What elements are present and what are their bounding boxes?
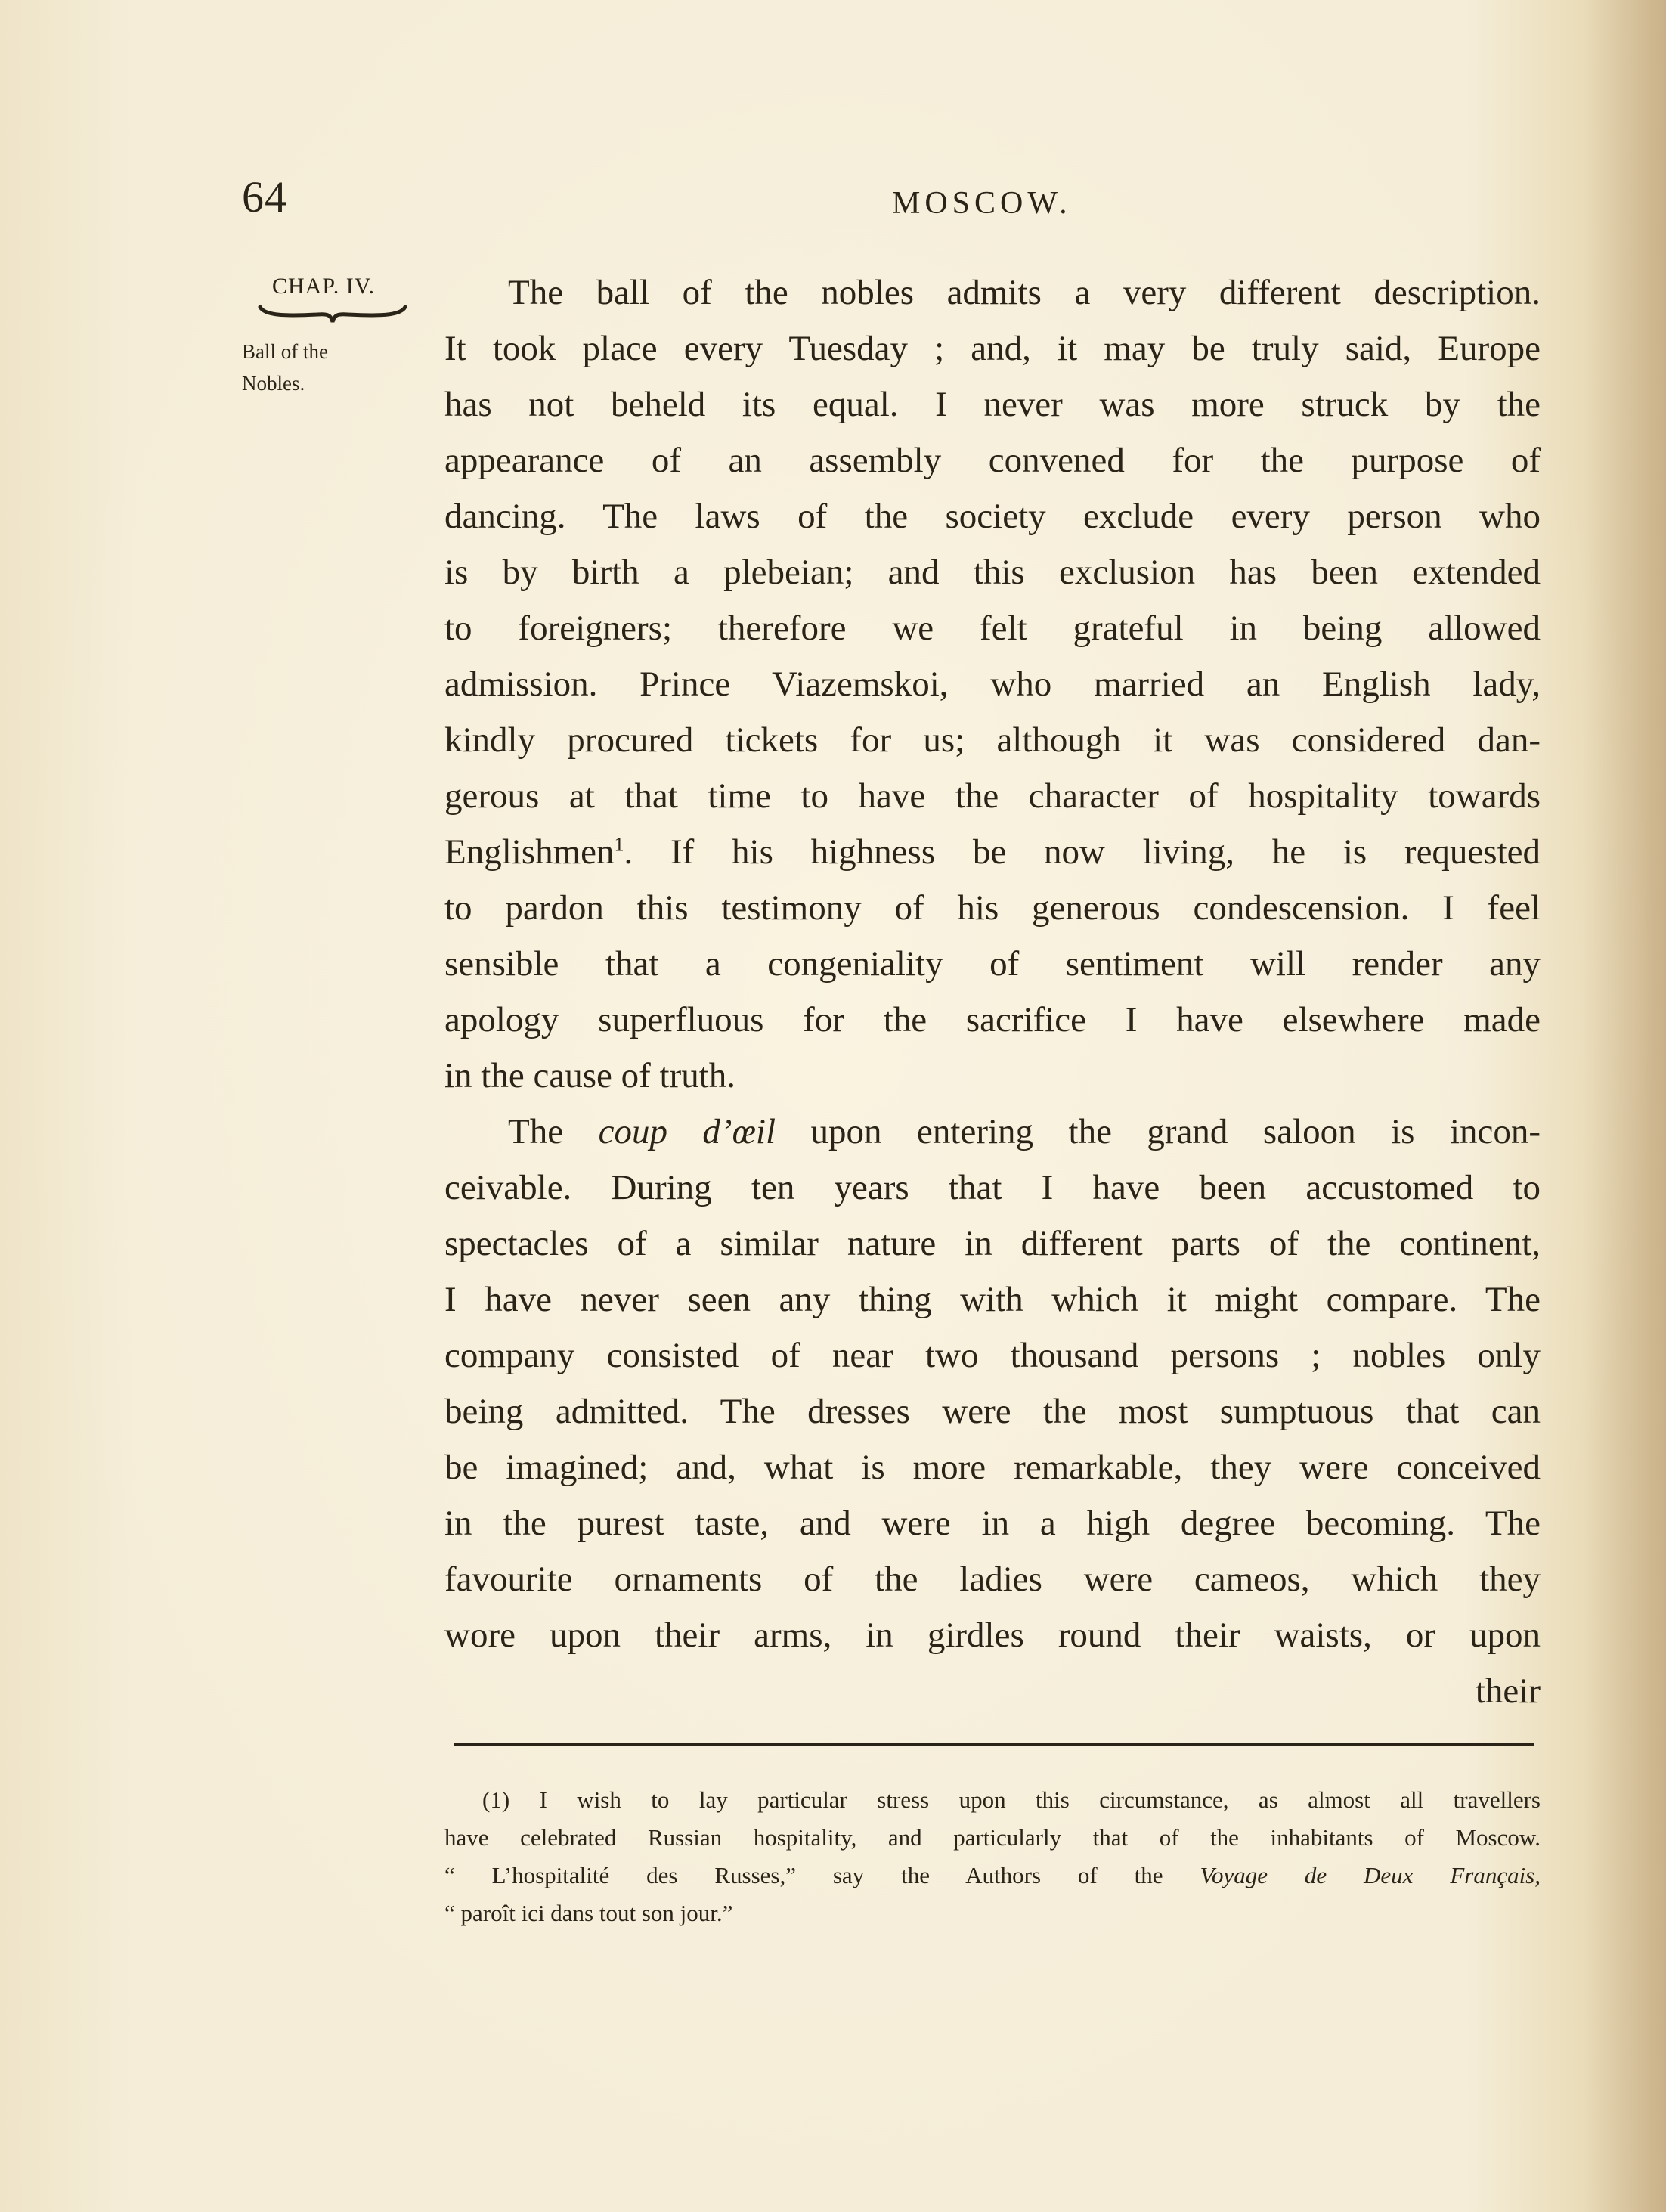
footnote-rule (454, 1743, 1534, 1746)
side-note (242, 336, 408, 399)
text-line: sensible that a congeniality of sentiment will render any (444, 944, 1541, 984)
text-fragment: . If his highness be now living, he is requested (624, 832, 1541, 872)
text-line: wore upon their arms, in girdles round their waists, or upon (444, 1616, 1541, 1655)
text-fragment: upon entering the grand saloon is incon- (810, 1112, 1541, 1151)
text-line: to foreigners; therefore we felt grateful in being allowed (444, 609, 1541, 648)
text-line: appearance of an assembly convened for the purpose of (444, 441, 1541, 480)
catchword: their (1475, 1671, 1541, 1711)
chapter-label: CHAP. IV. (272, 274, 375, 299)
text-line: gerous at that time to have the character of hospitality towards (444, 776, 1541, 816)
italic-phrase: coup d’œil (598, 1112, 776, 1151)
text-line: is by birth a plebeian; and this exclusion has been extended (444, 553, 1541, 592)
curly-brace-ornament-icon (257, 302, 408, 325)
text-line: to pardon this testimony of his generous condescension. I feel (444, 888, 1541, 928)
margin-column (242, 274, 408, 399)
text-line: kindly procured tickets for us; although it was considered dan- (444, 720, 1541, 760)
footnote-fragment: “ L’hospitalité des Russes,” say the Authors of the (444, 1862, 1163, 1888)
text-line: has not beheld its equal. I never was more struck by the (444, 385, 1541, 424)
text-line: ceivable. During ten years that I have been accustomed to (444, 1168, 1541, 1207)
text-line: The ball of the nobles admits a very different description. (508, 273, 1541, 312)
footnote-marker: 1 (614, 833, 624, 856)
text-line-with-footnote (444, 824, 1541, 880)
footnote-italic: Voyage de Deux Français, (1200, 1862, 1541, 1888)
footnote (444, 1781, 1541, 1932)
text-line: favourite ornaments of the ladies were cameos, which they (444, 1560, 1541, 1599)
text-line: in the cause of truth. (444, 1056, 736, 1095)
footnote-line-with-italic (444, 1857, 1541, 1894)
footnote-line: (1) I wish to lay particular stress upon this circumstance, as almost all travellers (482, 1786, 1541, 1813)
text-line: I have never seen any thing with which it might compare. The (444, 1280, 1541, 1319)
text-line: in the purest taste, and were in a high degree becoming. The (444, 1504, 1541, 1543)
footnote-line: have celebrated Russian hospitality, and particularly that of the inhabitants of Moscow. (444, 1824, 1541, 1851)
text-line: spectacles of a similar nature in different parts of the continent, (444, 1224, 1541, 1263)
text-line: be imagined; and, what is more remarkable, they were conceived (444, 1448, 1541, 1487)
text-line: being admitted. The dresses were the most sumptuous that can (444, 1392, 1541, 1431)
text-line: company consisted of near two thousand persons ; nobles only (444, 1336, 1541, 1375)
text-line: dancing. The laws of the society exclude every person who (444, 497, 1541, 536)
text-fragment: The (508, 1112, 564, 1151)
text-line: admission. Prince Viazemskoi, who married an English lady, (444, 665, 1541, 704)
main-text (444, 265, 1541, 1719)
text-line: apology superfluous for the sacrifice I have elsewhere made (444, 1000, 1541, 1039)
running-title: MOSCOW. (892, 186, 1072, 221)
page-number: 64 (242, 172, 287, 222)
footnote-line: “ paroît ici dans tout son jour.” (444, 1900, 733, 1926)
text-line: It took place every Tuesday ; and, it may be truly said, Europe (444, 329, 1541, 368)
side-note-line1: Ball of the (242, 340, 328, 363)
side-note-line2: Nobles. (242, 372, 305, 395)
text-fragment: Englishmen (444, 832, 615, 872)
text-line-with-italic (444, 1104, 1541, 1160)
